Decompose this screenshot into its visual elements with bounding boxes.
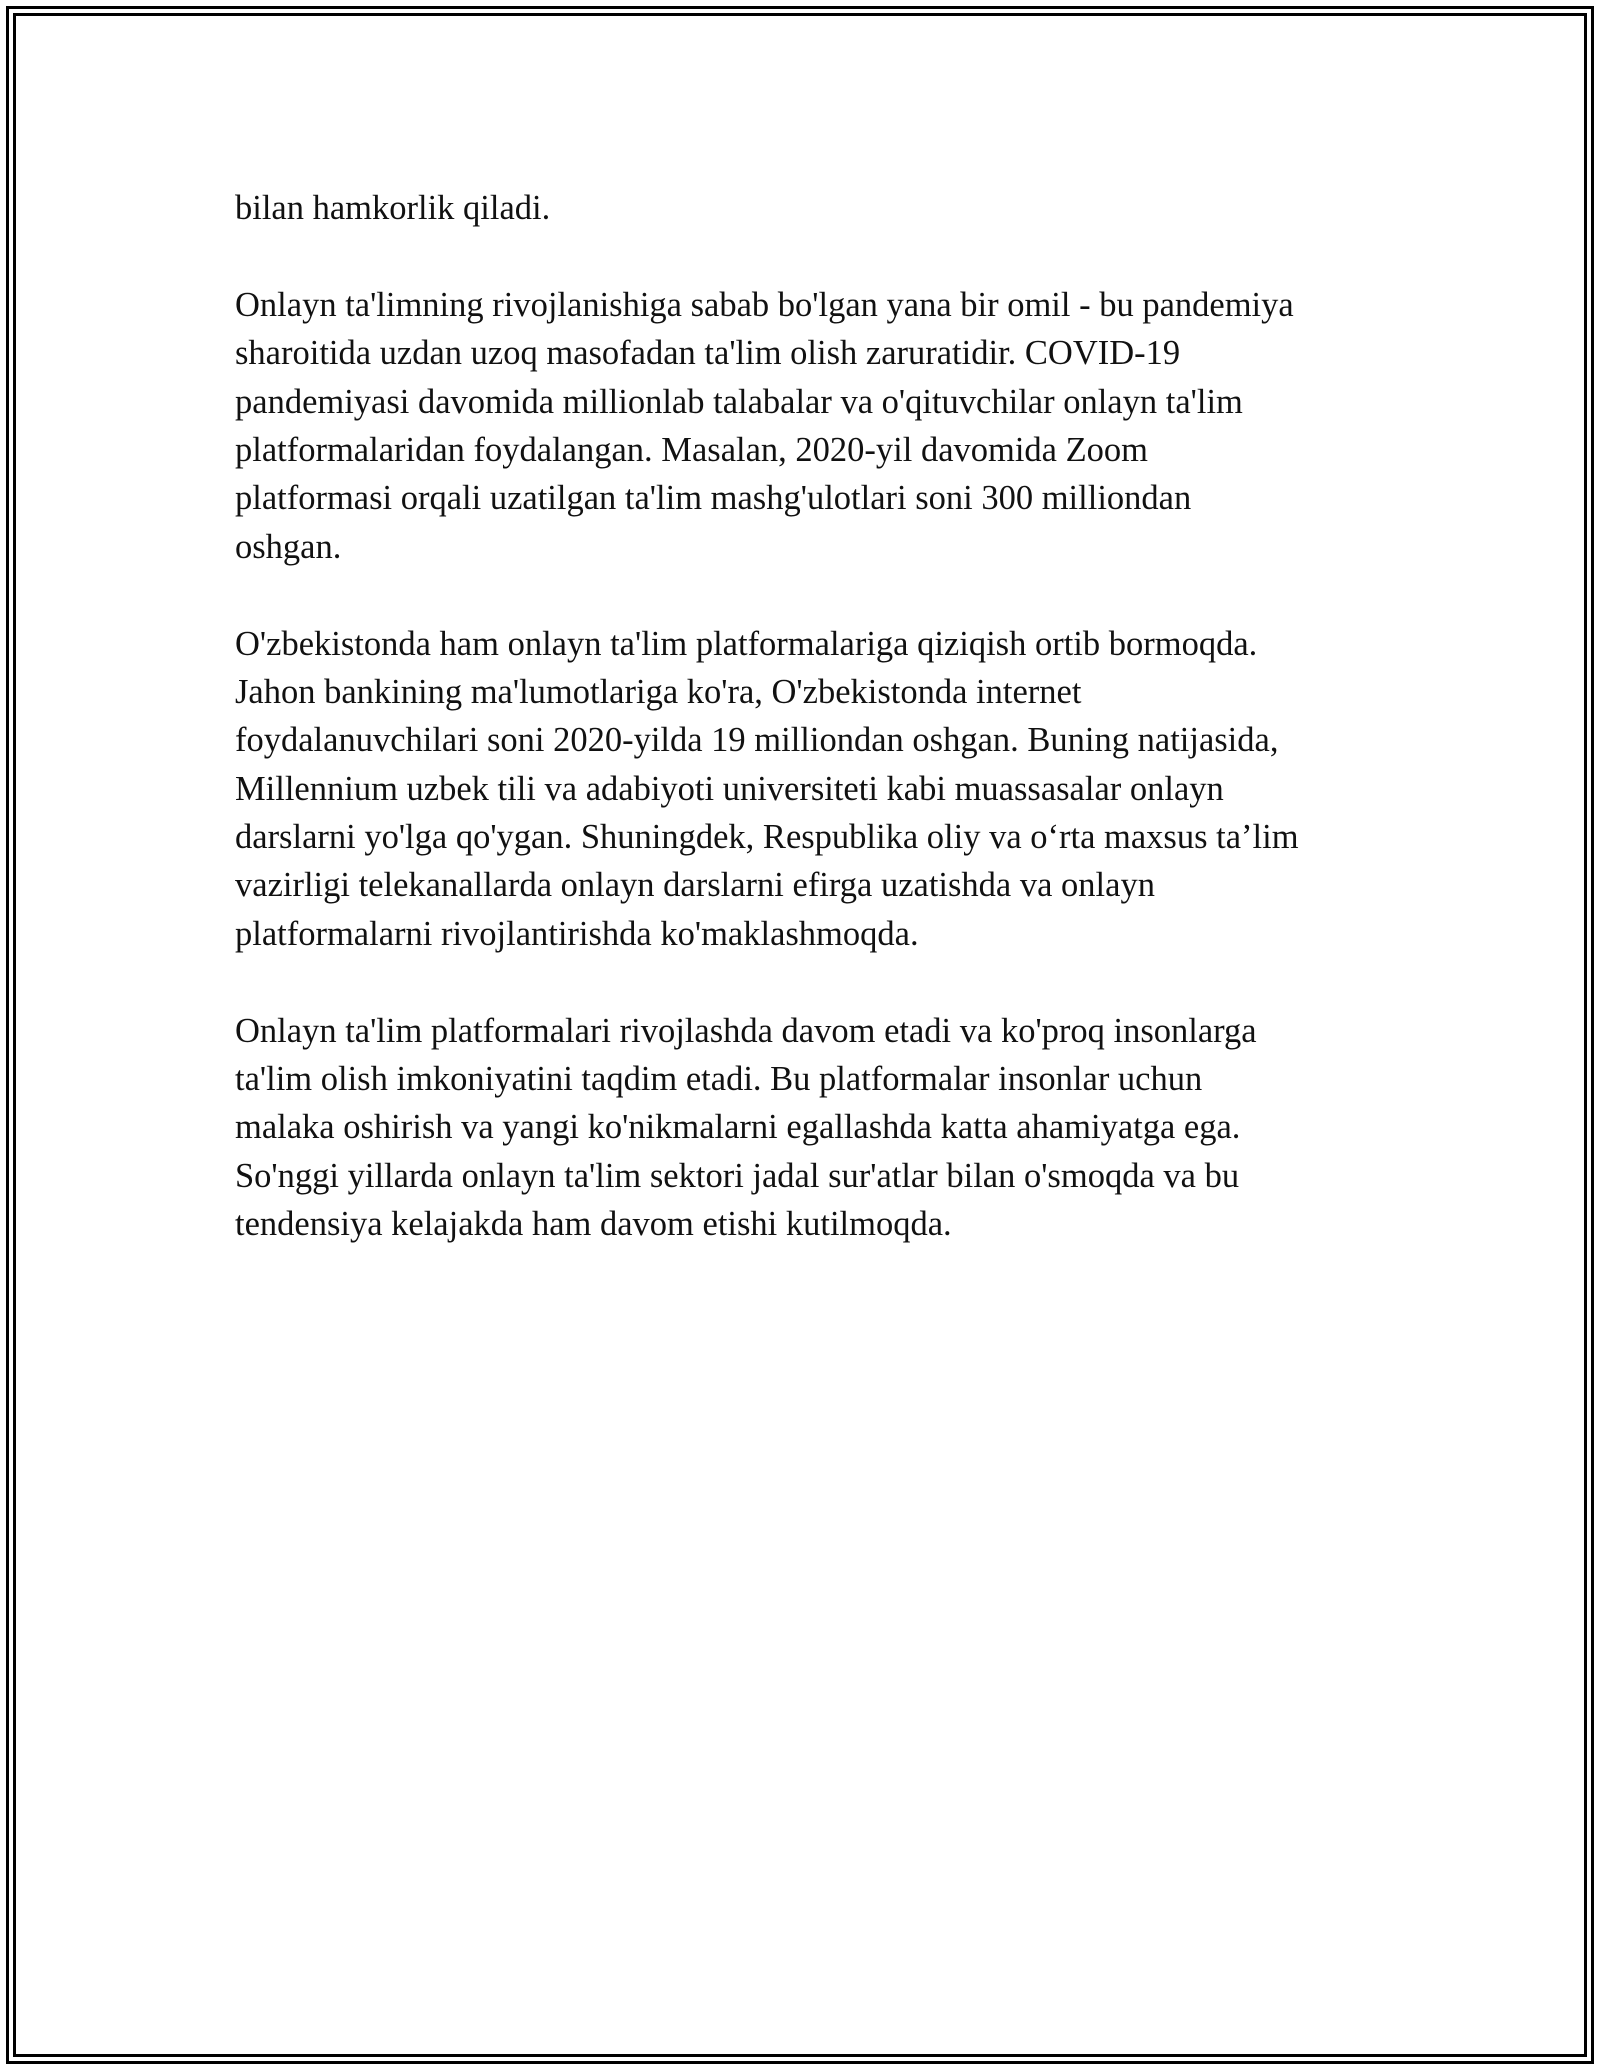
paragraph-1 bbox=[235, 184, 1415, 232]
document-body bbox=[235, 184, 1415, 1297]
text-line: platformalaridan foydalangan. Masalan, 2020-yil davomida Zoom bbox=[235, 430, 1149, 469]
text-line: Jahon bankining ma'lumotlariga ko'ra, O'zbekistonda internet bbox=[235, 672, 1082, 711]
text-line: Millennium uzbek tili va adabiyoti universiteti kabi muassasalar onlayn bbox=[235, 769, 1224, 808]
text-line: Onlayn ta'lim platformalari rivojlashda davom etadi va ko'proq insonlarga bbox=[235, 1011, 1257, 1050]
text-line: pandemiyasi davomida millionlab talabalar va o'qituvchilar onlayn ta'lim bbox=[235, 382, 1243, 421]
text-line: darslarni yo'lga qo'ygan. Shuningdek, Respublika oliy va o‘rta maxsus ta’lim bbox=[235, 818, 1299, 857]
text-line: oshgan. bbox=[235, 527, 342, 566]
text-line: vazirligi telekanallarda onlayn darslarni efirga uzatishda va onlayn bbox=[235, 866, 1155, 905]
text-line: O'zbekistonda ham onlayn ta'lim platformalariga qiziqish ortib bormoqda. bbox=[235, 624, 1258, 663]
paragraph-2 bbox=[235, 281, 1415, 571]
paragraph-3 bbox=[235, 620, 1415, 959]
text-line: ta'lim olish imkoniyatini taqdim etadi. Bu platformalar insonlar uchun bbox=[235, 1060, 1203, 1099]
text-line: Onlayn ta'limning rivojlanishiga sabab bo'lgan yana bir omil - bu pandemiya bbox=[235, 285, 1294, 324]
text-line: foydalanuvchilari soni 2020-yilda 19 milliondan oshgan. Buning natijasida, bbox=[235, 721, 1279, 760]
text-line: malaka oshirish va yangi ko'nikmalarni egallashda katta ahamiyatga ega. bbox=[235, 1108, 1241, 1147]
text-line: sharoitida uzdan uzoq masofadan ta'lim olish zaruratidir. COVID-19 bbox=[235, 334, 1181, 373]
text-line: tendensiya kelajakda ham davom etishi kutilmoqda. bbox=[235, 1205, 952, 1244]
text-line: platformalarni rivojlantirishda ko'maklashmoqda. bbox=[235, 914, 919, 953]
text-line: platformasi orqali uzatilgan ta'lim mashg'ulotlari soni 300 milliondan bbox=[235, 479, 1192, 518]
text-line: So'nggi yillarda onlayn ta'lim sektori jadal sur'atlar bilan o'smoqda va bu bbox=[235, 1156, 1240, 1195]
paragraph-4 bbox=[235, 1007, 1415, 1249]
text-line: bilan hamkorlik qiladi. bbox=[235, 189, 551, 227]
